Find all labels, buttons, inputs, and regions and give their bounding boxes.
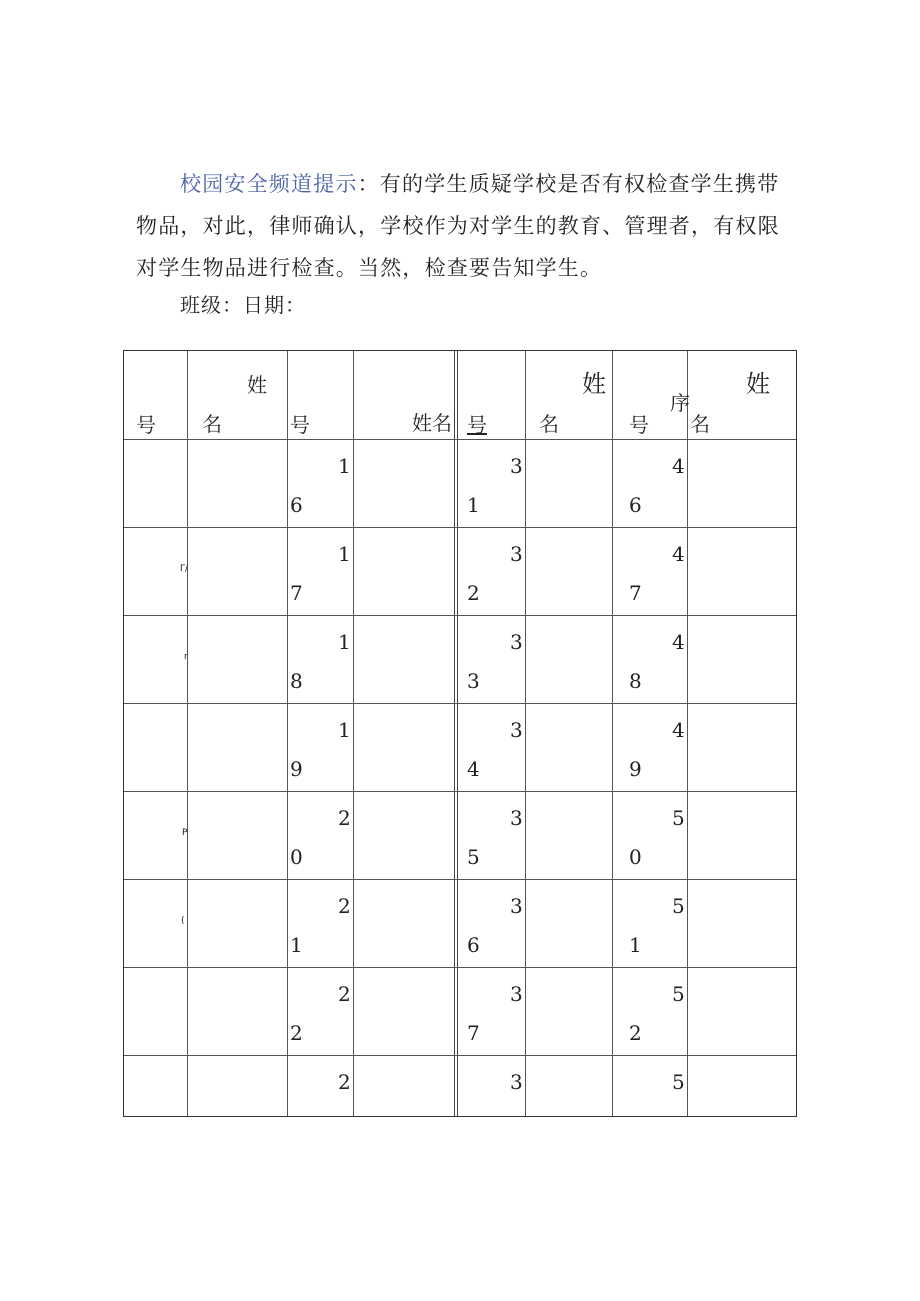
row-number-digit-top: 2 bbox=[338, 806, 351, 830]
header-number-3: 号 bbox=[467, 413, 487, 437]
grid-line bbox=[612, 351, 613, 1116]
row-number-digit-top: 3 bbox=[510, 982, 523, 1006]
grid-line bbox=[124, 527, 796, 528]
grid-line bbox=[124, 615, 796, 616]
row-number-digit-top: 4 bbox=[672, 454, 685, 478]
header-name-1-bottom: 名 bbox=[202, 412, 222, 436]
row-mark: ( bbox=[181, 916, 185, 926]
row-mark: Γ/ bbox=[180, 564, 189, 574]
row-number-digit-bottom: 0 bbox=[629, 845, 642, 869]
notice-body: ：有的学生质疑学校是否有权检查学生携带物品，对此，律师确认，学校作为对学生的教育、管理者，有权限对学生物品进行检查。当然，检查要告知学生。 bbox=[136, 172, 780, 280]
header-name-3-bottom: 名 bbox=[539, 412, 559, 436]
grid-line bbox=[124, 791, 796, 792]
row-number-digit-top: 5 bbox=[672, 982, 685, 1006]
grid-line bbox=[124, 879, 796, 880]
grid-line bbox=[187, 351, 188, 1116]
row-number-digit-bottom: 7 bbox=[629, 581, 642, 605]
row-number-digit-top: 3 bbox=[510, 718, 523, 742]
row-number-digit-bottom: 2 bbox=[629, 1021, 642, 1045]
grid-line bbox=[124, 967, 796, 968]
row-number-digit-bottom: 7 bbox=[290, 581, 303, 605]
row-number-digit-top: 2 bbox=[338, 894, 351, 918]
row-number-digit-top: 3 bbox=[510, 630, 523, 654]
header-number-2: 号 bbox=[290, 413, 310, 437]
row-number-digit-top: 2 bbox=[338, 982, 351, 1006]
row-number-digit-bottom: 8 bbox=[629, 669, 642, 693]
row-number-digit-bottom: 1 bbox=[629, 933, 642, 957]
row-number-digit-bottom: 6 bbox=[290, 493, 303, 517]
grid-line bbox=[124, 703, 796, 704]
row-number-digit-top: 5 bbox=[672, 1070, 685, 1094]
row-number-digit-top: 1 bbox=[338, 718, 351, 742]
row-number-digit-bottom: 9 bbox=[290, 757, 303, 781]
row-number-digit-bottom: 5 bbox=[467, 845, 480, 869]
row-number-digit-top: 1 bbox=[338, 542, 351, 566]
row-number-digit-bottom: 1 bbox=[467, 493, 480, 517]
row-number-digit-top: 4 bbox=[672, 542, 685, 566]
row-number-digit-bottom: 2 bbox=[467, 581, 480, 605]
row-mark: P bbox=[182, 828, 188, 838]
row-number-digit-top: 3 bbox=[510, 894, 523, 918]
header-number-1: 号 bbox=[136, 413, 156, 437]
row-number-digit-top: 1 bbox=[338, 454, 351, 478]
row-number-digit-top: 3 bbox=[510, 806, 523, 830]
header-name-1-top: 姓 bbox=[247, 373, 267, 397]
row-number-digit-bottom: 8 bbox=[290, 669, 303, 693]
row-number-digit-top: 3 bbox=[510, 1070, 523, 1094]
row-number-digit-bottom: 9 bbox=[629, 757, 642, 781]
row-number-digit-top: 5 bbox=[672, 806, 685, 830]
grid-line-double bbox=[454, 351, 458, 1116]
row-number-digit-bottom: 4 bbox=[467, 757, 480, 781]
row-number-digit-bottom: 6 bbox=[629, 493, 642, 517]
row-number-digit-bottom: 1 bbox=[290, 933, 303, 957]
grid-line bbox=[687, 351, 688, 1116]
row-number-digit-top: 5 bbox=[672, 894, 685, 918]
safety-notice-paragraph bbox=[136, 163, 796, 289]
row-number-digit-top: 2 bbox=[338, 1070, 351, 1094]
row-number-digit-bottom: 2 bbox=[290, 1021, 303, 1045]
row-number-digit-bottom: 3 bbox=[467, 669, 480, 693]
header-serial-bottom: 号 bbox=[629, 413, 649, 437]
safety-channel-link[interactable]: 校园安全频道提示 bbox=[180, 172, 358, 196]
class-date-line: 班级：日期： bbox=[180, 293, 306, 317]
row-number-digit-top: 3 bbox=[510, 454, 523, 478]
header-name-3-top: 姓 bbox=[582, 370, 606, 398]
row-number-digit-top: 3 bbox=[510, 542, 523, 566]
grid-line bbox=[124, 439, 796, 440]
header-name-2: 姓名 bbox=[412, 411, 452, 435]
header-serial-top: 序 bbox=[670, 391, 690, 415]
row-number-digit-bottom: 0 bbox=[290, 845, 303, 869]
header-name-4-top: 姓 bbox=[746, 370, 770, 398]
header-name-4-bottom: 名 bbox=[690, 412, 710, 436]
row-number-digit-top: 1 bbox=[338, 630, 351, 654]
grid-line bbox=[287, 351, 288, 1116]
grid-line bbox=[525, 351, 526, 1116]
grid-line bbox=[353, 351, 354, 1116]
row-number-digit-bottom: 7 bbox=[467, 1021, 480, 1045]
student-roster-table bbox=[123, 350, 797, 1117]
row-mark: r bbox=[184, 652, 188, 662]
row-number-digit-bottom: 6 bbox=[467, 933, 480, 957]
row-number-digit-top: 4 bbox=[672, 718, 685, 742]
row-number-digit-top: 4 bbox=[672, 630, 685, 654]
grid-line bbox=[124, 1055, 796, 1056]
